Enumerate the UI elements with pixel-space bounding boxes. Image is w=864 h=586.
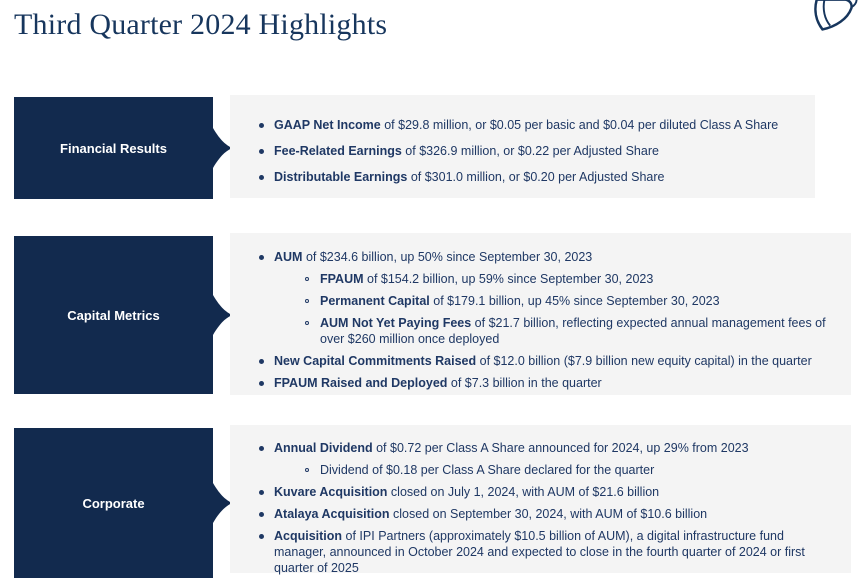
bullet-item [304,315,827,347]
bullet-item [258,249,827,265]
bullet-dot-icon [258,528,274,576]
page-title: Third Quarter 2024 Highlights [14,8,388,41]
bullet-dot-icon [258,169,274,185]
bullet-lead: Distributable Earnings [274,170,408,184]
bullet-dot-icon [258,117,274,133]
bullet-list [230,440,851,576]
bullet-lead: FPAUM Raised and Deployed [274,376,448,390]
section-label-text: Corporate [82,495,145,511]
bullet-text: FPAUM of $154.2 billion, up 59% since September 30, 2023 [320,272,654,286]
bullet-text: New Capital Commitments Raised of $12.0 billion ($7.9 billion new equity capital) in the quarter [274,354,812,368]
bullet-lead: New Capital Commitments Raised [274,354,477,368]
bullet-lead: GAAP Net Income [274,118,381,132]
section-label-corporate [14,428,213,578]
bullet-circle-icon [304,462,320,478]
bullet-item [258,506,827,522]
bullet-text: GAAP Net Income of $29.8 million, or $0.05 per basic and $0.04 per diluted Class A Share [274,118,779,132]
section-label-text: Capital Metrics [67,307,160,323]
quill-feather-logo-icon [810,0,860,32]
bullet-dot-icon [258,353,274,369]
bullet-item [258,528,827,576]
bullet-text: Permanent Capital of $179.1 billion, up 45% since September 30, 2023 [320,294,720,308]
bullet-item [258,143,791,159]
bullet-text: FPAUM Raised and Deployed of $7.3 billion in the quarter [274,376,602,390]
bullet-item [258,117,791,133]
section-content-financial-results [230,95,815,198]
bullet-lead: Annual Dividend [274,441,373,455]
bullet-lead: Atalaya Acquisition [274,507,390,521]
bullet-dot-icon [258,484,274,500]
bullet-text: Atalaya Acquisition closed on September 30, 2024, with AUM of $10.6 billion [274,507,708,521]
section-label-capital-metrics [14,236,213,394]
bullet-lead: Fee-Related Earnings [274,144,402,158]
bullet-lead: Acquisition [274,529,343,543]
bullet-dot-icon [258,143,274,159]
bullet-lead: Permanent Capital [320,294,430,308]
bullet-lead: Kuvare Acquisition [274,485,388,499]
bullet-list [230,117,815,185]
bullet-text: AUM Not Yet Paying Fees of $21.7 billion, reflecting expected annual management fees of over $260 million once deployed [320,316,826,346]
bullet-item [258,440,827,456]
bullet-item [304,271,827,287]
bullet-item [304,293,827,309]
bullet-text: Fee-Related Earnings of $326.9 million, or $0.22 per Adjusted Share [274,144,659,158]
bullet-item [258,484,827,500]
bullet-text: Dividend of $0.18 per Class A Share declared for the quarter [320,463,655,477]
bullet-lead: AUM [274,250,303,264]
section-label-financial-results [14,97,213,199]
bullet-dot-icon [258,440,274,456]
bullet-text: Acquisition of IPI Partners (approximately $10.5 billion of AUM), a digital infrastructure fund manager, announced in October 2024 and expected to close in the fourth quarter of 2024 or first quarter of 2025 [274,529,805,575]
bullet-item [258,375,827,391]
bullet-lead: FPAUM [320,272,364,286]
bullet-text: AUM of $234.6 billion, up 50% since September 30, 2023 [274,250,593,264]
bullet-lead: AUM Not Yet Paying Fees [320,316,472,330]
bullet-item [304,462,827,478]
bullet-dot-icon [258,249,274,265]
bullet-list [230,249,851,391]
section-content-corporate [230,425,851,573]
bullet-item [258,353,827,369]
section-label-text: Financial Results [60,140,167,156]
bullet-circle-icon [304,271,320,287]
bullet-text: Annual Dividend of $0.72 per Class A Share announced for 2024, up 29% from 2023 [274,441,749,455]
bullet-text: Distributable Earnings of $301.0 million, or $0.20 per Adjusted Share [274,170,665,184]
bullet-dot-icon [258,375,274,391]
bullet-item [258,169,791,185]
bullet-circle-icon [304,315,320,347]
section-content-capital-metrics [230,233,851,395]
bullet-circle-icon [304,293,320,309]
bullet-text: Kuvare Acquisition closed on July 1, 2024, with AUM of $21.6 billion [274,485,660,499]
bullet-dot-icon [258,506,274,522]
